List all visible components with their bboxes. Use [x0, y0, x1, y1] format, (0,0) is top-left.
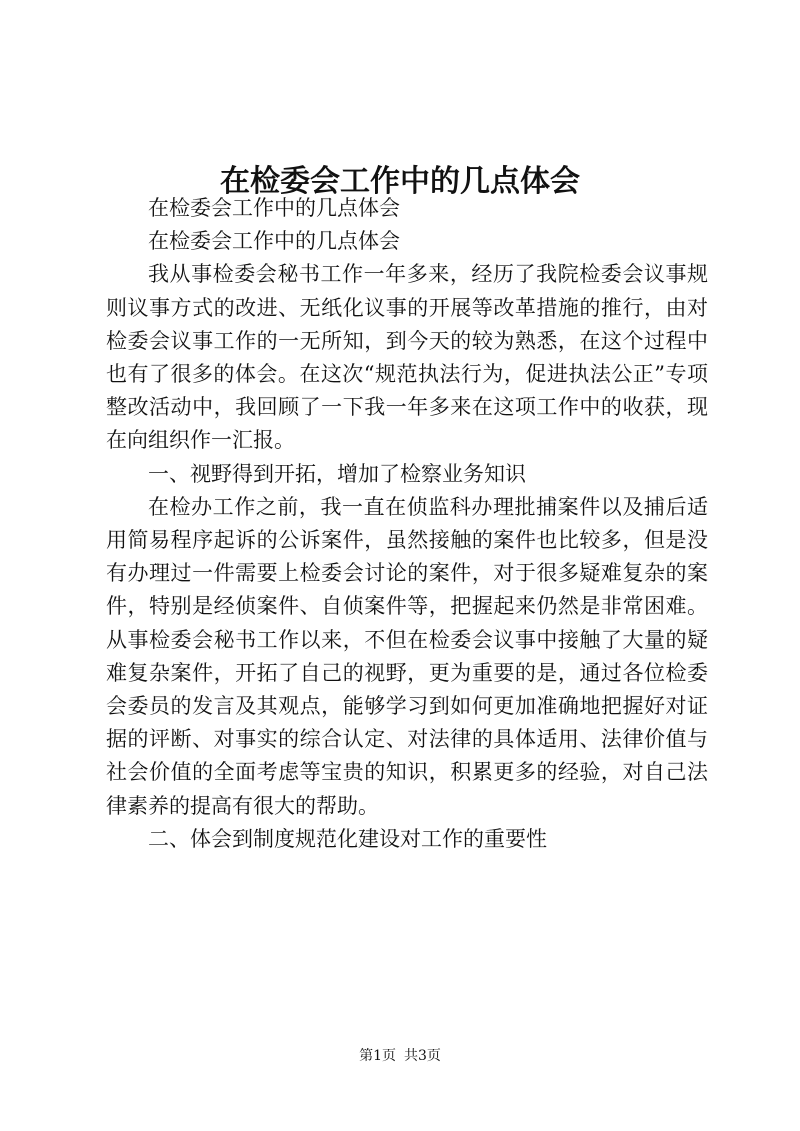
paragraph-subtitle-1: 在检委会工作中的几点体会	[148, 196, 400, 220]
document-title: 在检委会工作中的几点体会	[220, 164, 580, 200]
page-footer	[0, 1046, 800, 1066]
page-total: 共3页	[404, 1048, 441, 1064]
section-heading-1: 一、视野得到开拓，增加了检察业务知识	[148, 461, 526, 486]
paragraph-intro: 我从事检委会秘书工作一年多来，经历了我院检委会议事规则议事方式的改进、无纸化议事的开展等改革措施的推行，由对检委会议事工作的一无所知，到今天的较为熟悉，在这个过程中也有了很多的体会。在这次“规范执法行为，促进执法公正”专项整改活动中，我回顾了一下我一年多来在这项工作中的收获，现在向组织作一汇报。	[106, 262, 708, 453]
document-body	[106, 192, 708, 856]
paragraph-section-1: 在检办工作之前，我一直在侦监科办理批捕案件以及捕后适用简易程序起诉的公诉案件，虽然接触的案件也比较多，但是没有办理过一件需要上检委会讨论的案件，对于很多疑难复杂的案件，特别是经侦案件、自侦案件等，把握起来仍然是非常困难。从事检委会秘书工作以来，不但在检委会议事中接触了大量的疑难复杂案件，开拓了自己的视野，更为重要的是，通过各位检委会委员的发言及其观点，能够学习到如何更加准确地把握好对证据的评断、对事实的综合认定、对法律的具体适用、法律价值与社会价值的全面考虑等宝贵的知识，积累更多的经验，对自己法律素养的提高有很大的帮助。	[106, 494, 708, 818]
page-number: 第1页	[359, 1048, 396, 1064]
section-heading-2: 二、体会到制度规范化建设对工作的重要性	[148, 826, 547, 851]
paragraph-subtitle-2: 在检委会工作中的几点体会	[148, 229, 400, 254]
